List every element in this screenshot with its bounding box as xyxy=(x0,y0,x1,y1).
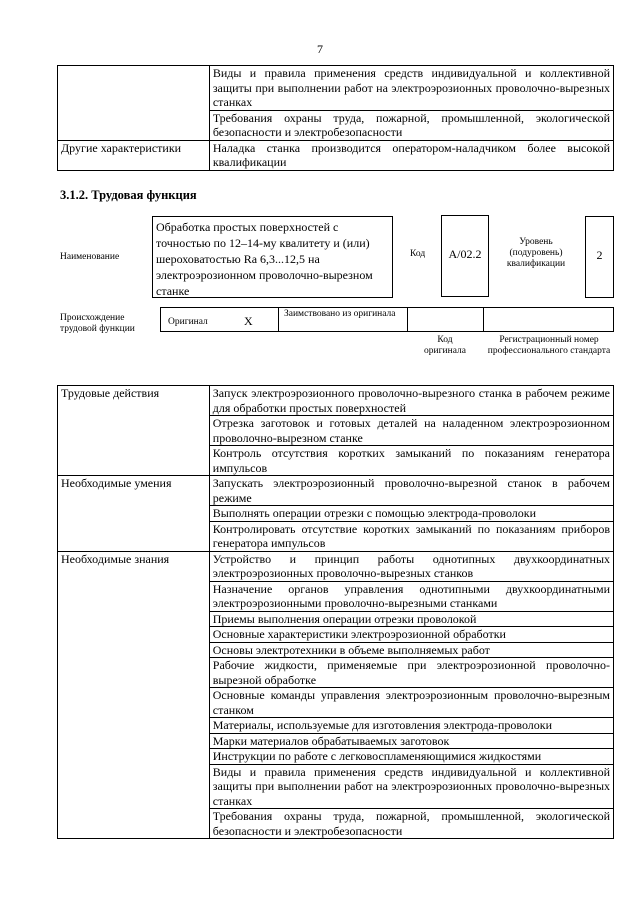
table-cell: Контролировать отсутствие коротких замыканий по показаниям приборов генератора импульсов xyxy=(209,521,613,551)
name-value: Обработка простых поверхностей с точностью по 12–14-му квалитету и (или) шероховатостью Ra 6,3...12,5 на электроэрозионном проволочно-вырезном станке xyxy=(152,216,393,298)
table-cell: Требования охраны труда, пожарной, промышленной, экологической безопасности и электробезопасности xyxy=(209,809,613,839)
table-cell: Выполнять операции отрезки с помощью электрода-проволоки xyxy=(209,506,613,522)
section-title: 3.1.2. Трудовая функция xyxy=(60,188,197,202)
borrowed-label: Заимствовано из оригинала xyxy=(284,309,396,319)
code-value: А/02.2 xyxy=(441,215,489,297)
name-label: Наименование xyxy=(60,252,120,262)
table-cell: Контроль отсутствия коротких замыканий по показаниям генератора импульсов xyxy=(209,446,613,476)
table-cell: Рабочие жидкости, применяемые при электроэрозионной проволочно-вырезной обработке xyxy=(209,658,613,688)
table-row xyxy=(58,551,614,581)
code-caption: Код оригинала xyxy=(424,335,466,356)
origin-label: Происхождение трудовой функции xyxy=(60,313,135,334)
table-cell: Основы электротехники в объеме выполняемых работ xyxy=(209,642,613,658)
reg-caption: Регистрационный номер профессионального стандарта xyxy=(487,335,611,356)
original-mark: X xyxy=(244,314,253,328)
level-value: 2 xyxy=(585,216,614,298)
page-number: 7 xyxy=(317,42,323,56)
table-cell: Материалы, используемые для изготовления электрода-проволоки xyxy=(209,718,613,734)
main-table xyxy=(57,385,614,839)
table-cell: Виды и правила применения средств индивидуальной и коллективной защиты при выполнении работ на электроэрозионных проволочно-вырезных станках xyxy=(209,764,613,809)
table-cell: Марки материалов обрабатываемых заготовок xyxy=(209,733,613,749)
level-label: Уровень (подуровень) квалификации xyxy=(506,237,566,269)
row-label: Трудовые действия xyxy=(58,386,210,476)
table-cell: Отрезка заготовок и готовых деталей на наладенном электроэрозионном проволочно-вырезном станке xyxy=(209,416,613,446)
table-cell: Требования охраны труда, пожарной, промышленной, экологической безопасности и электробезопасности xyxy=(209,110,613,140)
row-label: Необходимые умения xyxy=(58,476,210,552)
table-cell: Устройство и принцип работы однотипных двухкоординатных электроэрозионных проволочно-вырезных станков xyxy=(209,551,613,581)
table-row xyxy=(58,140,614,170)
top-table xyxy=(57,65,614,171)
table-row xyxy=(58,66,614,111)
table-cell: Назначение органов управления однотипными двухкоординатными электроэрозионными проволочно-вырезными станками xyxy=(209,581,613,611)
table-cell: Наладка станка производится оператором-наладчиком более высокой квалификации xyxy=(209,140,613,170)
table-row xyxy=(58,386,614,416)
table-cell: Запуск электроэрозионного проволочно-вырезного станка в рабочем режиме для обработки простых поверхностей xyxy=(209,386,613,416)
code-label: Код xyxy=(410,249,426,259)
table-cell: Основные команды управления электроэрозионным проволочно-вырезным станком xyxy=(209,688,613,718)
table-cell: Приемы выполнения операции отрезки проволокой xyxy=(209,611,613,627)
table-cell: Запускать электроэрозионный проволочно-вырезной станок в рабочем режиме xyxy=(209,476,613,506)
row-label xyxy=(58,66,210,141)
table-cell: Инструкции по работе с легковоспламеняющимися жидкостями xyxy=(209,749,613,765)
table-cell: Основные характеристики электроэрозионной обработки xyxy=(209,627,613,643)
row-label: Необходимые знания xyxy=(58,551,210,839)
table-cell: Виды и правила применения средств индивидуальной и коллективной защиты при выполнении работ на электроэрозионных проволочно-вырезных станках xyxy=(209,66,613,111)
original-label: Оригинал xyxy=(168,317,208,327)
table-row xyxy=(58,476,614,506)
row-label: Другие характеристики xyxy=(58,140,210,170)
